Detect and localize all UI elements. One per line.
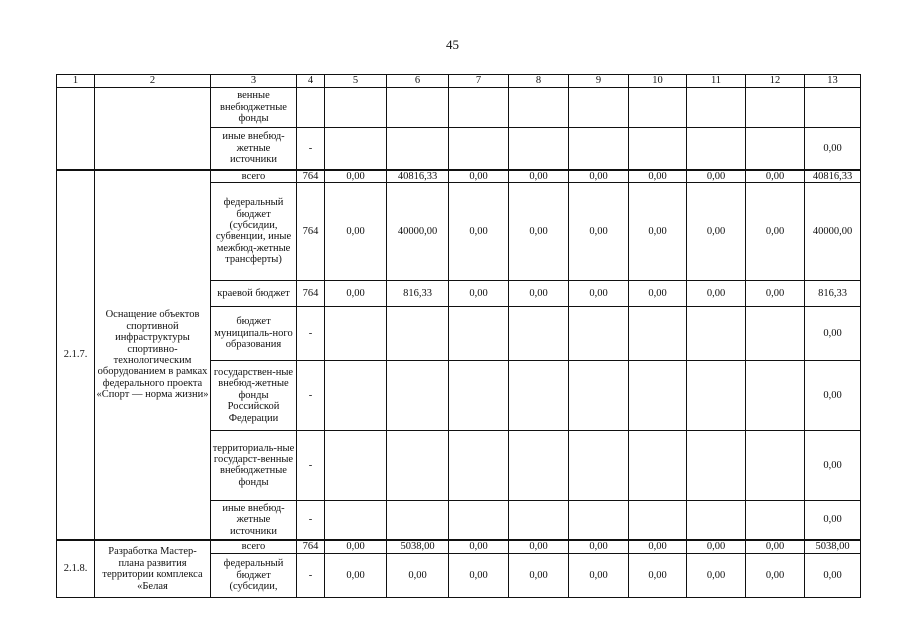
- code-cell: 764: [297, 182, 325, 280]
- page-number: 45: [446, 37, 459, 52]
- value-cell: 40000,00: [805, 182, 861, 280]
- value-cell: 0,00: [569, 280, 629, 306]
- value-cell: 816,33: [387, 280, 449, 306]
- code-cell: -: [297, 128, 325, 170]
- value-cell: [325, 88, 387, 128]
- value-cell: [687, 306, 746, 360]
- table-row: [57, 170, 861, 183]
- value-cell: [325, 500, 387, 540]
- header-cell: 9: [569, 75, 629, 88]
- funding-source-cell: венные внебюджетные фонды: [211, 88, 297, 128]
- header-cell: 12: [746, 75, 805, 88]
- value-cell: [687, 88, 746, 128]
- item-title-cell: Оснащение объектов спортивной инфраструктуры спортивно-технологическим оборудованием в рамках федерального проекта «Спорт — норма жизни»: [95, 170, 211, 541]
- value-cell: [629, 128, 687, 170]
- value-cell: [325, 430, 387, 500]
- funding-source-cell: краевой бюджет: [211, 280, 297, 306]
- funding-source-cell: бюджет муниципаль-ного образования: [211, 306, 297, 360]
- value-cell: [325, 306, 387, 360]
- value-cell: 0,00: [805, 430, 861, 500]
- value-cell: [569, 430, 629, 500]
- value-cell: 5038,00: [805, 540, 861, 553]
- code-cell: -: [297, 553, 325, 597]
- value-cell: [449, 306, 509, 360]
- value-cell: 0,00: [746, 280, 805, 306]
- value-cell: 0,00: [325, 182, 387, 280]
- value-cell: 0,00: [569, 553, 629, 597]
- value-cell: [387, 500, 449, 540]
- value-cell: [629, 430, 687, 500]
- value-cell: [387, 128, 449, 170]
- item-number-cell: 2.1.7.: [57, 170, 95, 541]
- code-cell: [297, 88, 325, 128]
- value-cell: 0,00: [387, 553, 449, 597]
- funding-source-cell: иные внебюд-жетные источники: [211, 128, 297, 170]
- item-number-cell: [57, 88, 95, 170]
- value-cell: [509, 430, 569, 500]
- header-cell: 13: [805, 75, 861, 88]
- header-cell: 10: [629, 75, 687, 88]
- value-cell: [325, 128, 387, 170]
- value-cell: 0,00: [805, 306, 861, 360]
- value-cell: [569, 306, 629, 360]
- funding-source-cell: федеральный бюджет (субсидии, субвенции, иные межбюд-жетные трансферты): [211, 182, 297, 280]
- value-cell: [746, 306, 805, 360]
- value-cell: [569, 128, 629, 170]
- value-cell: 0,00: [509, 553, 569, 597]
- code-cell: -: [297, 430, 325, 500]
- header-cell: 3: [211, 75, 297, 88]
- code-cell: 764: [297, 540, 325, 553]
- value-cell: [746, 128, 805, 170]
- value-cell: 0,00: [805, 553, 861, 597]
- header-cell: 5: [325, 75, 387, 88]
- value-cell: [629, 88, 687, 128]
- item-number-cell: 2.1.8.: [57, 540, 95, 597]
- value-cell: 0,00: [629, 280, 687, 306]
- value-cell: 0,00: [569, 540, 629, 553]
- value-cell: [746, 430, 805, 500]
- code-cell: 764: [297, 170, 325, 183]
- value-cell: 0,00: [805, 500, 861, 540]
- funding-source-cell: территориаль-ные государст-венные внебюджетные фонды: [211, 430, 297, 500]
- header-cell: 11: [687, 75, 746, 88]
- value-cell: 0,00: [805, 360, 861, 430]
- header-cell: 6: [387, 75, 449, 88]
- value-cell: [387, 306, 449, 360]
- value-cell: [687, 128, 746, 170]
- code-cell: -: [297, 306, 325, 360]
- value-cell: [746, 500, 805, 540]
- header-cell: 7: [449, 75, 509, 88]
- header-row: [57, 75, 861, 88]
- value-cell: 0,00: [569, 182, 629, 280]
- value-cell: [687, 430, 746, 500]
- funding-source-cell: иные внебюд-жетные источники: [211, 500, 297, 540]
- value-cell: 0,00: [687, 170, 746, 183]
- value-cell: 0,00: [629, 553, 687, 597]
- header-cell: 1: [57, 75, 95, 88]
- value-cell: 0,00: [805, 128, 861, 170]
- code-cell: -: [297, 500, 325, 540]
- value-cell: 0,00: [687, 182, 746, 280]
- value-cell: [569, 500, 629, 540]
- value-cell: [629, 306, 687, 360]
- value-cell: 0,00: [325, 170, 387, 183]
- value-cell: [746, 88, 805, 128]
- value-cell: [449, 88, 509, 128]
- value-cell: [449, 128, 509, 170]
- value-cell: [509, 500, 569, 540]
- header-cell: 2: [95, 75, 211, 88]
- value-cell: 0,00: [509, 170, 569, 183]
- value-cell: 0,00: [325, 540, 387, 553]
- value-cell: [687, 360, 746, 430]
- value-cell: 0,00: [449, 182, 509, 280]
- funding-source-cell: федеральный бюджет (субсидии,: [211, 553, 297, 597]
- funding-source-cell: всего: [211, 170, 297, 183]
- value-cell: [805, 88, 861, 128]
- value-cell: [387, 360, 449, 430]
- value-cell: 0,00: [746, 553, 805, 597]
- value-cell: 5038,00: [387, 540, 449, 553]
- value-cell: [746, 360, 805, 430]
- item-title-cell: [95, 88, 211, 170]
- value-cell: [569, 360, 629, 430]
- table-row: [57, 540, 861, 553]
- value-cell: 0,00: [325, 280, 387, 306]
- value-cell: 0,00: [509, 182, 569, 280]
- value-cell: 0,00: [687, 280, 746, 306]
- value-cell: 0,00: [509, 280, 569, 306]
- value-cell: 0,00: [629, 170, 687, 183]
- value-cell: [325, 360, 387, 430]
- value-cell: 0,00: [687, 540, 746, 553]
- value-cell: 0,00: [449, 280, 509, 306]
- code-cell: -: [297, 360, 325, 430]
- value-cell: [509, 360, 569, 430]
- value-cell: 0,00: [629, 182, 687, 280]
- item-title-cell: Разработка Мастер-плана развития территории комплекса «Белая: [95, 540, 211, 597]
- value-cell: [387, 430, 449, 500]
- value-cell: [629, 500, 687, 540]
- value-cell: [509, 306, 569, 360]
- budget-table: [56, 74, 861, 598]
- value-cell: [387, 88, 449, 128]
- value-cell: [509, 88, 569, 128]
- value-cell: 0,00: [687, 553, 746, 597]
- value-cell: [509, 128, 569, 170]
- value-cell: [687, 500, 746, 540]
- code-cell: 764: [297, 280, 325, 306]
- table-row: [57, 88, 861, 128]
- value-cell: 0,00: [509, 540, 569, 553]
- funding-source-cell: всего: [211, 540, 297, 553]
- value-cell: 816,33: [805, 280, 861, 306]
- value-cell: [449, 500, 509, 540]
- value-cell: 40816,33: [805, 170, 861, 183]
- value-cell: 0,00: [325, 553, 387, 597]
- value-cell: [449, 360, 509, 430]
- value-cell: [569, 88, 629, 128]
- value-cell: 0,00: [449, 553, 509, 597]
- header-cell: 8: [509, 75, 569, 88]
- value-cell: 0,00: [449, 540, 509, 553]
- funding-source-cell: государствен-ные внебюд-жетные фонды Российской Федерации: [211, 360, 297, 430]
- value-cell: [449, 430, 509, 500]
- value-cell: 40000,00: [387, 182, 449, 280]
- value-cell: 0,00: [746, 170, 805, 183]
- value-cell: 0,00: [449, 170, 509, 183]
- value-cell: 0,00: [746, 540, 805, 553]
- value-cell: 40816,33: [387, 170, 449, 183]
- header-cell: 4: [297, 75, 325, 88]
- value-cell: [629, 360, 687, 430]
- value-cell: 0,00: [569, 170, 629, 183]
- value-cell: 0,00: [629, 540, 687, 553]
- value-cell: 0,00: [746, 182, 805, 280]
